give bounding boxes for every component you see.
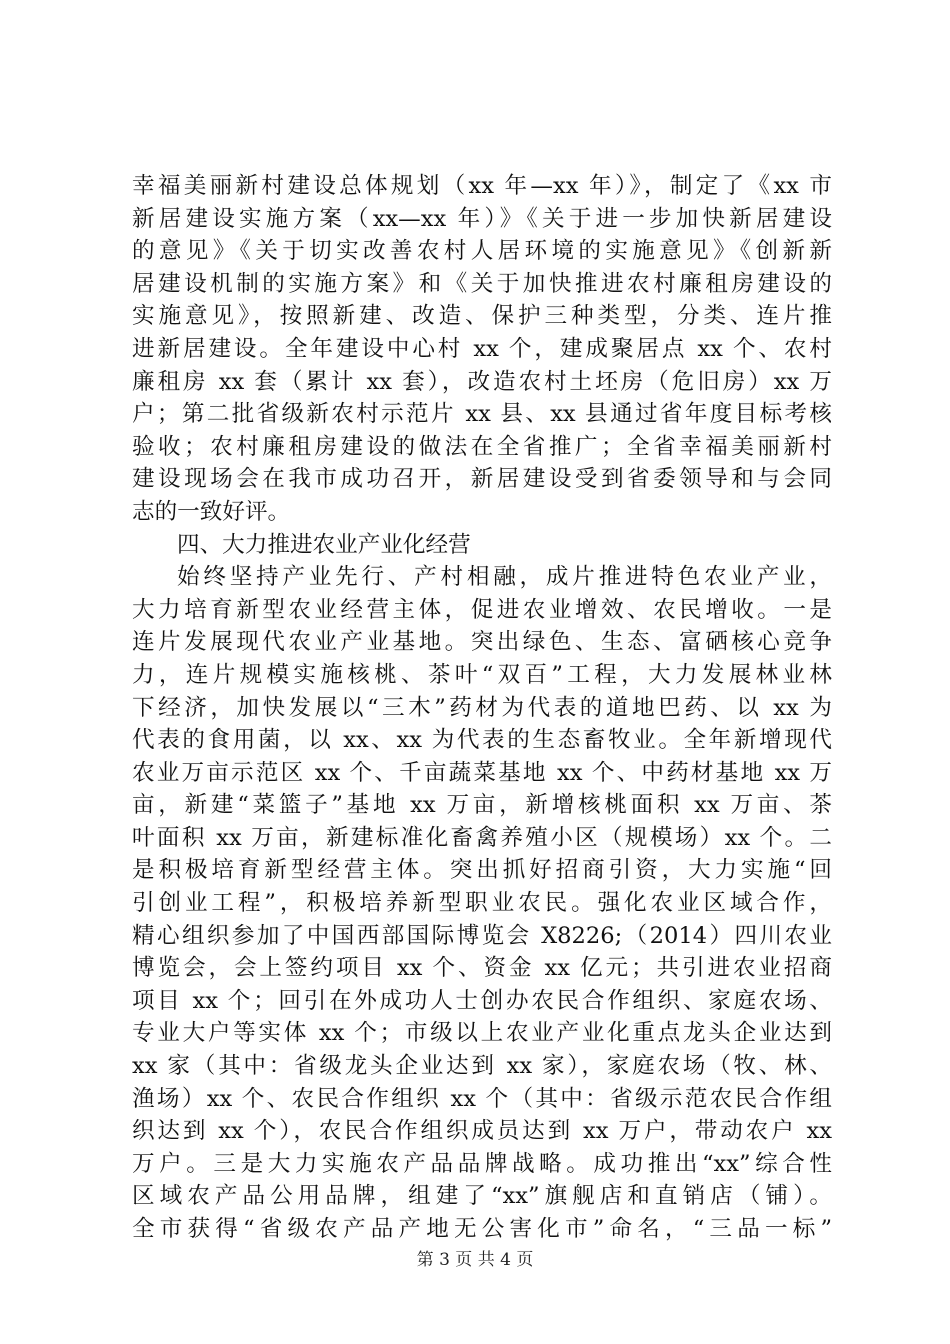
text-line: xx 家（其中：省级龙头企业达到 xx 家），家庭农场（牧、林、 — [132, 1053, 832, 1080]
text-line: 始终坚持产业先行、产村相融，成片推进特色农业产业， — [177, 564, 832, 591]
text-line: 连片发展现代农业产业基地。突出绿色、生态、富硒核心竞争 — [132, 629, 832, 656]
text-line: 织达到 xx 个），农民合作组织成员达到 xx 万户，带动农户 xx — [132, 1118, 832, 1145]
text-line: 万户。三是大力实施农产品品牌战略。成功推出“xx”综合性 — [132, 1150, 832, 1177]
body-text — [132, 170, 832, 1246]
text-line: 区域农产品公用品牌，组建了“xx”旗舰店和直销店（铺）。 — [132, 1183, 832, 1210]
text-line: 户；第二批省级新农村示范片 xx 县、xx 县通过省年度目标考核 — [132, 401, 832, 428]
text-line: 实施意见》，按照新建、改造、保护三种类型，分类、连片推 — [132, 303, 832, 330]
text-line: 验收；农村廉租房建设的做法在全省推广；全省幸福美丽新村 — [132, 433, 832, 460]
text-line: 下经济，加快发展以“三木”药材为代表的道地巴药、以 xx 为 — [132, 694, 832, 721]
text-line: 引创业工程”，积极培养新型职业农民。强化农业区域合作， — [132, 890, 832, 917]
text-line: 力，连片规模实施核桃、茶叶“双百”工程，大力发展林业林 — [132, 661, 832, 688]
section-heading: 四、大力推进农业产业化经营 — [177, 531, 471, 558]
text-line: 渔场）xx 个、农民合作组织 xx 个（其中：省级示范农民合作组 — [132, 1085, 832, 1112]
text-line: 新居建设实施方案（xx—xx 年）》《关于进一步加快新居建设 — [132, 205, 832, 232]
text-line: 精心组织参加了中国西部国际博览会 X8226;（2014）四川农业 — [132, 922, 832, 949]
text-line: 项目 xx 个；回引在外成功人士创办农民合作组织、家庭农场、 — [132, 987, 832, 1014]
text-line: 是积极培育新型经营主体。突出抓好招商引资，大力实施“回 — [132, 857, 832, 884]
text-line: 进新居建设。全年建设中心村 xx 个，建成聚居点 xx 个、农村 — [132, 335, 832, 362]
text-line: 专业大户等实体 xx 个；市级以上农业产业化重点龙头企业达到 — [132, 1020, 832, 1047]
text-line: 志的一致好评。 — [132, 498, 291, 525]
text-line: 代表的食用菌，以 xx、xx 为代表的生态畜牧业。全年新增现代 — [132, 727, 832, 754]
page-footer — [0, 1245, 950, 1270]
text-line: 幸福美丽新村建设总体规划（xx 年—xx 年）》，制定了《xx 市 — [132, 173, 832, 199]
text-line: 亩，新建“菜篮子”基地 xx 万亩，新增核桃面积 xx 万亩、茶 — [132, 792, 832, 819]
text-line: 廉租房 xx 套（累计 xx 套），改造农村土坯房（危旧房）xx 万 — [132, 368, 832, 395]
text-line: 大力培育新型农业经营主体，促进农业增效、农民增收。一是 — [132, 596, 832, 623]
text-line: 居建设机制的实施方案》和《关于加快推进农村廉租房建设的 — [132, 270, 832, 297]
text-line: 的意见》《关于切实改善农村人居环境的实施意见》《创新新 — [132, 238, 832, 265]
page-number: 第 3 页 共 4 页 — [416, 1250, 534, 1270]
text-line: 农业万亩示范区 xx 个、千亩蔬菜基地 xx 个、中药材基地 xx 万 — [132, 759, 832, 786]
text-line: 叶面积 xx 万亩，新建标准化畜禽养殖小区（规模场）xx 个。二 — [132, 824, 832, 851]
text-line: 博览会，会上签约项目 xx 个、资金 xx 亿元；共引进农业招商 — [132, 955, 832, 982]
text-line: 建设现场会在我市成功召开，新居建设受到省委领导和与会同 — [132, 466, 832, 493]
text-line: 全市获得“省级农产品产地无公害化市”命名，“三品一标” — [132, 1216, 832, 1242]
